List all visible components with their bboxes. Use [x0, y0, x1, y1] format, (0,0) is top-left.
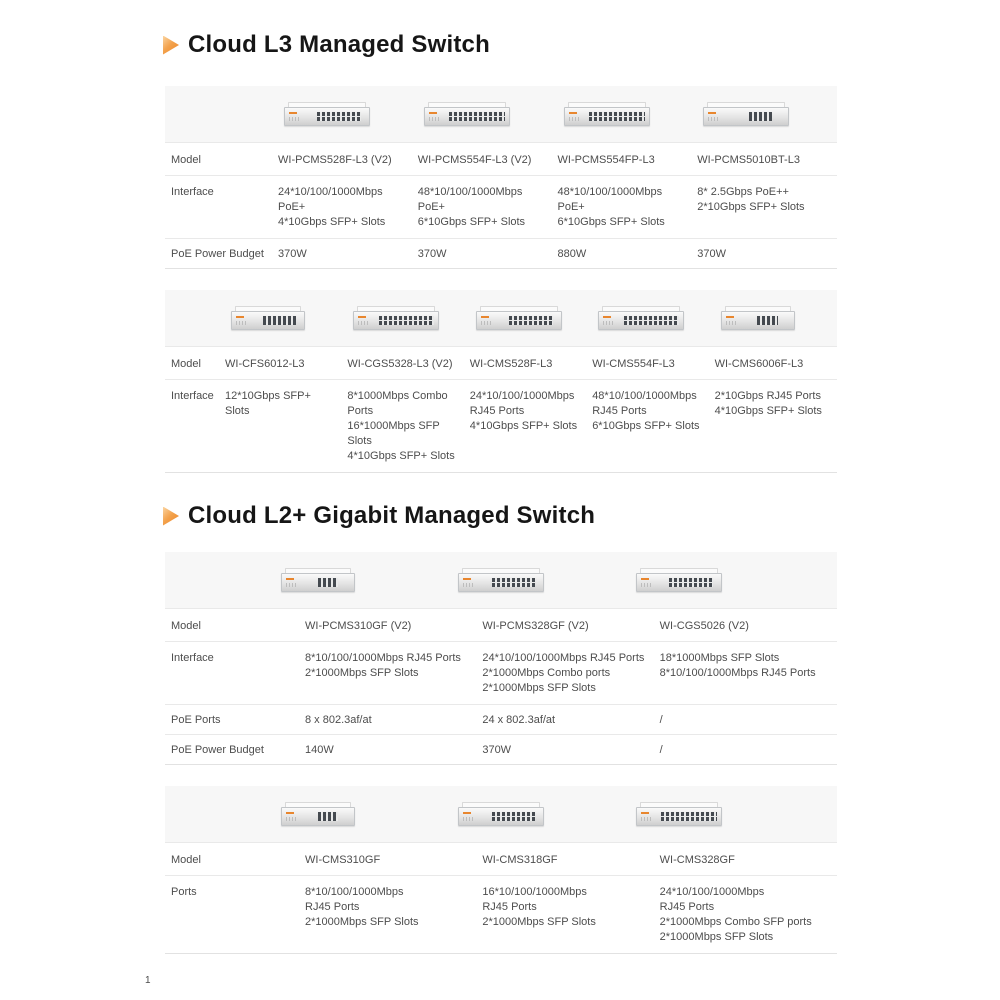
interface-value: 18*1000Mbps SFP Slots 8*10/100/1000Mbps RJ45 Ports — [659, 652, 816, 679]
brand-logo-mark — [569, 112, 577, 114]
brand-logo-mark — [641, 812, 649, 814]
page-number: 1 — [145, 975, 151, 986]
poe-budget-value: 370W — [278, 248, 307, 260]
product-image-cell — [305, 568, 482, 592]
product-image-cell — [660, 802, 837, 826]
row-label-poe-budget: PoE Power Budget — [171, 248, 264, 260]
poe-budget-row — [165, 734, 837, 764]
section-title: Cloud L2+ Gigabit Managed Switch — [188, 502, 596, 529]
interface-value: 12*10Gbps SFP+ Slots — [225, 390, 311, 417]
brand-logo-mark — [429, 112, 437, 114]
product-image-cell — [225, 306, 347, 330]
switch-product-image — [281, 568, 355, 592]
brand-logo-mark — [286, 578, 294, 580]
ports-row — [165, 875, 837, 953]
interface-row — [165, 175, 837, 238]
product-image-cell — [660, 568, 837, 592]
product-image-row — [165, 552, 837, 608]
poe-budget-value: 370W — [482, 744, 512, 756]
brand-logo-mark — [481, 316, 489, 318]
interface-value: 8*10/100/1000Mbps RJ45 Ports 2*1000Mbps SFP Slots — [305, 652, 461, 679]
model-value: WI-PCMS528F-L3 (V2) — [278, 154, 392, 166]
switch-product-image — [424, 102, 510, 126]
brand-logo-mark — [289, 112, 297, 114]
switch-product-image — [598, 306, 684, 330]
section-marker-icon — [163, 36, 179, 55]
model-value: WI-CMS554F-L3 — [592, 358, 675, 370]
section-marker-icon — [163, 507, 179, 526]
row-label-interface: Interface — [171, 186, 214, 198]
interface-value: 2*10Gbps RJ45 Ports 4*10Gbps SFP+ Slots — [714, 390, 822, 417]
switch-product-image — [636, 568, 722, 592]
switch-product-image — [476, 306, 562, 330]
model-value: WI-PCMS5010BT-L3 — [697, 154, 800, 166]
product-image-cell — [305, 802, 482, 826]
model-value: WI-CGS5328-L3 (V2) — [347, 358, 453, 370]
row-label-interface: Interface — [171, 652, 214, 664]
interface-value: 48*10/100/1000Mbps PoE+ 6*10Gbps SFP+ Slots — [417, 186, 526, 228]
brand-logo-mark — [641, 578, 649, 580]
switch-product-image — [231, 306, 305, 330]
row-label-model: Model — [171, 154, 201, 166]
brand-logo-mark — [726, 316, 734, 318]
poe-budget-row — [165, 238, 837, 268]
product-image-row — [165, 290, 837, 346]
product-image-cell — [418, 102, 558, 126]
product-image-cell — [715, 306, 837, 330]
model-value: WI-PCMS554F-L3 (V2) — [417, 154, 532, 166]
product-image-cell — [470, 306, 592, 330]
switch-product-image — [703, 102, 789, 126]
row-label-poe-budget: PoE Power Budget — [171, 744, 264, 756]
spec-table-l2-gigabit — [165, 786, 837, 954]
page-content — [165, 31, 837, 954]
row-label-model: Model — [171, 854, 201, 866]
ports-value: 16*10/100/1000Mbps RJ45 Ports 2*1000Mbps SFP Slots — [482, 886, 596, 928]
model-row — [165, 142, 837, 175]
poe-ports-value: 24 x 802.3af/at — [482, 714, 556, 726]
product-image-cell — [482, 802, 659, 826]
switch-product-image — [284, 102, 370, 126]
model-value: WI-CMS6006F-L3 — [714, 358, 804, 370]
model-value: WI-PCMS310GF (V2) — [305, 620, 412, 632]
poe-ports-row — [165, 704, 837, 734]
model-value: WI-CMS328GF — [659, 854, 735, 866]
product-image-cell — [278, 102, 418, 126]
brand-logo-mark — [358, 316, 366, 318]
ports-value: 8*10/100/1000Mbps RJ45 Ports 2*1000Mbps SFP Slots — [305, 886, 419, 928]
brand-logo-mark — [463, 578, 471, 580]
brand-logo-mark — [708, 112, 716, 114]
poe-budget-value: 140W — [305, 744, 334, 756]
model-row — [165, 842, 837, 875]
poe-ports-value: 8 x 802.3af/at — [305, 714, 372, 726]
poe-budget-value: 370W — [417, 248, 447, 260]
brand-logo-mark — [286, 812, 294, 814]
interface-value: 48*10/100/1000Mbps PoE+ 6*10Gbps SFP+ Slots — [557, 186, 665, 228]
row-label-model: Model — [171, 358, 201, 370]
poe-budget-value: 370W — [697, 248, 726, 260]
model-value: WI-CMS310GF — [305, 854, 381, 866]
model-value: WI-CGS5026 (V2) — [659, 620, 749, 632]
section-header-l3 — [163, 31, 837, 59]
row-label-model: Model — [171, 620, 201, 632]
brand-logo-mark — [463, 812, 471, 814]
model-value: WI-CFS6012-L3 — [225, 358, 305, 370]
switch-product-image — [281, 802, 355, 826]
section-title: Cloud L3 Managed Switch — [188, 31, 490, 58]
model-value: WI-CMS318GF — [482, 854, 558, 866]
interface-value: 8* 2.5Gbps PoE++ 2*10Gbps SFP+ Slots — [697, 186, 805, 213]
section-header-l2 — [163, 502, 837, 530]
switch-product-image — [636, 802, 722, 826]
product-image-cell — [482, 568, 659, 592]
row-label-poe-ports: PoE Ports — [171, 714, 221, 726]
product-image-cell — [558, 102, 698, 126]
product-image-cell — [347, 306, 469, 330]
interface-value: 24*10/100/1000Mbps PoE+ 4*10Gbps SFP+ Slots — [278, 186, 386, 228]
interface-value: 48*10/100/1000Mbps RJ45 Ports 6*10Gbps SFP+ Slots — [592, 390, 700, 432]
product-image-cell — [697, 102, 837, 126]
model-value: WI-PCMS554FP-L3 — [557, 154, 655, 166]
brand-logo-mark — [603, 316, 611, 318]
interface-value: 24*10/100/1000Mbps RJ45 Ports 2*1000Mbps Combo ports 2*1000Mbps SFP Slots — [482, 652, 645, 694]
product-image-cell — [592, 306, 714, 330]
product-image-row — [165, 86, 837, 142]
switch-product-image — [458, 802, 544, 826]
model-value: WI-CMS528F-L3 — [469, 358, 553, 370]
model-value: WI-PCMS328GF (V2) — [482, 620, 589, 632]
row-label-ports: Ports — [171, 886, 197, 898]
product-image-row — [165, 786, 837, 842]
spec-table-l3-fiber — [165, 290, 837, 473]
spec-table-l2-poe — [165, 552, 837, 765]
poe-budget-value: / — [659, 744, 663, 756]
interface-row — [165, 379, 837, 472]
poe-budget-value: 880W — [557, 248, 587, 260]
switch-product-image — [564, 102, 650, 126]
switch-product-image — [353, 306, 439, 330]
ports-value: 24*10/100/1000Mbps RJ45 Ports 2*1000Mbps Combo SFP ports 2*1000Mbps SFP Slots — [659, 886, 812, 943]
row-label-interface: Interface — [171, 390, 214, 402]
brand-logo-mark — [236, 316, 244, 318]
spec-table-l3-poe — [165, 86, 837, 269]
model-row — [165, 608, 837, 641]
switch-product-image — [721, 306, 795, 330]
interface-row — [165, 641, 837, 704]
model-row — [165, 346, 837, 379]
switch-product-image — [458, 568, 544, 592]
interface-value: 8*1000Mbps Combo Ports 16*1000Mbps SFP Slots 4*10Gbps SFP+ Slots — [347, 390, 455, 462]
poe-ports-value: / — [659, 714, 663, 726]
interface-value: 24*10/100/1000Mbps RJ45 Ports 4*10Gbps SFP+ Slots — [469, 390, 578, 432]
